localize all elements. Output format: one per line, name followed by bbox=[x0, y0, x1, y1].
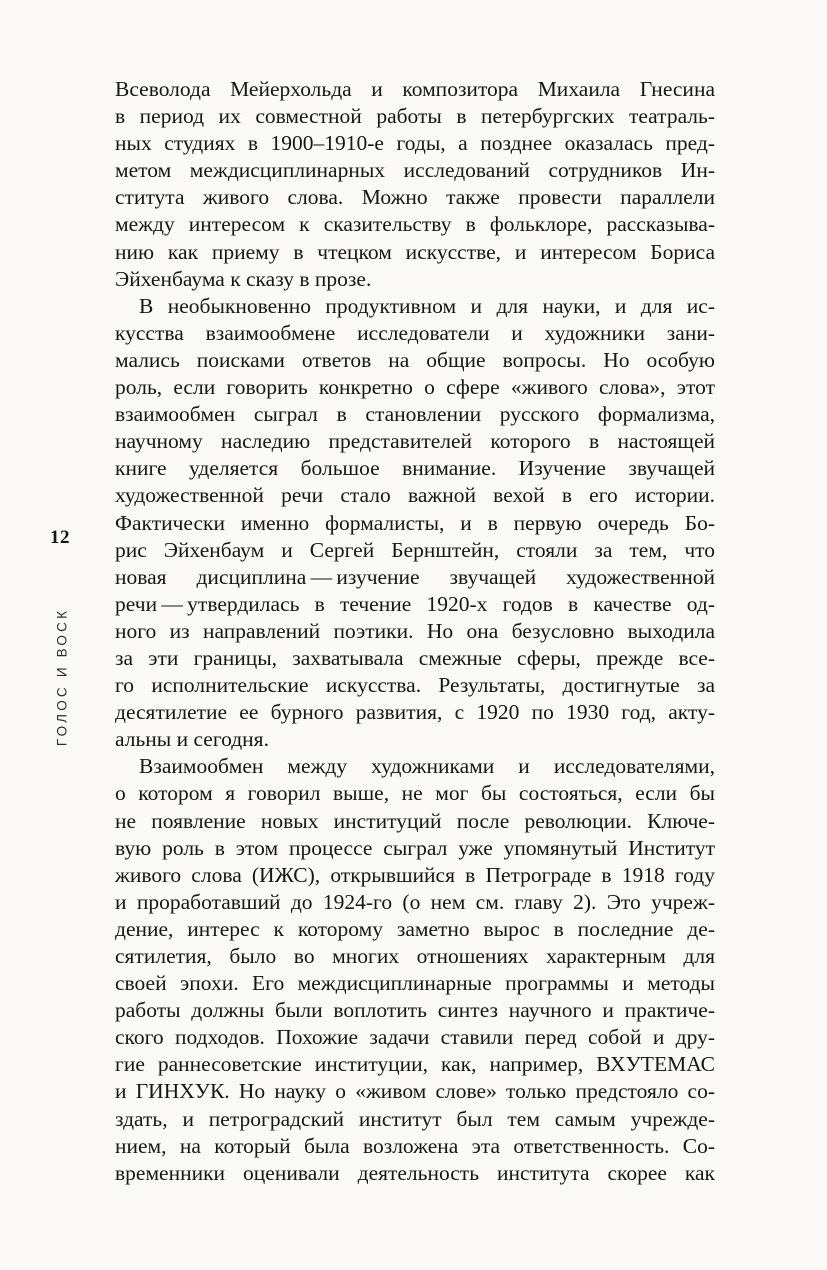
text-line: живого слова (ИЖС), открывшийся в Петрограде в 1918 году bbox=[115, 862, 715, 887]
text-line: гие раннесоветские институции, как, например, ВХУТЕМАС bbox=[115, 1052, 715, 1077]
text-line: здать, и петроградский институт был тем самым учрежде- bbox=[115, 1106, 715, 1131]
text-line: ных студиях в 1900–1910-е годы, а позднее оказалась пред- bbox=[115, 131, 715, 156]
text-line: Фактически именно формалисты, и в первую очередь Бо- bbox=[115, 510, 715, 535]
text-line: работы должны были воплотить синтез научного и практиче- bbox=[115, 998, 715, 1023]
page-number: 12 bbox=[50, 527, 70, 548]
text-line: роль, если говорить конкретно о сфере «живого слова», этот bbox=[115, 375, 715, 400]
text-line: научному наследию представителей которого в настоящей bbox=[115, 429, 715, 454]
text-line: кусства взаимообмене исследователи и художники зани- bbox=[115, 320, 715, 345]
text-line: Всеволода Мейерхольда и композитора Михаила Гнесина bbox=[115, 77, 715, 101]
body-text bbox=[115, 76, 715, 1187]
paragraph bbox=[115, 76, 715, 293]
text-line: метом междисциплинарных исследований сотрудников Ин- bbox=[115, 158, 715, 183]
text-line: не появление новых институций после революции. Ключе- bbox=[115, 808, 715, 833]
text-line: о котором я говорил выше, не мог бы состояться, если бы bbox=[115, 781, 715, 806]
running-title: ГОЛОС И ВОСК bbox=[54, 607, 70, 747]
text-line: Эйхенбаума к сказу в прозе. bbox=[115, 266, 372, 291]
text-line: ного из направлений поэтики. Но она безусловно выходила bbox=[115, 618, 715, 643]
text-line: нию как приему в чтецком искусстве, и интересом Бориса bbox=[115, 239, 715, 264]
text-line: Взаимообмен между художниками и исследователями, bbox=[139, 754, 715, 779]
text-line: альны и сегодня. bbox=[115, 727, 269, 752]
text-line: нием, на который была возложена эта ответственность. Со- bbox=[115, 1133, 715, 1158]
text-line: сятилетия, было во многих отношениях характерным для bbox=[115, 944, 715, 968]
text-line: своей эпохи. Его междисциплинарные программы и методы bbox=[115, 971, 715, 996]
text-line: мались поисками ответов на общие вопросы. Но особую bbox=[115, 347, 715, 372]
text-line: вую роль в этом процессе сыграл уже упомянутый Институт bbox=[115, 835, 715, 860]
text-line: в период их совместной работы в петербургских театраль- bbox=[115, 104, 715, 129]
text-line: взаимообмен сыграл в становлении русского формализма, bbox=[115, 402, 715, 427]
text-line: ского подходов. Похожие задачи ставили перед собой и дру- bbox=[115, 1025, 715, 1050]
text-line: и проработавший до 1924-го (о нем см. главу 2). Это учреж- bbox=[115, 889, 715, 914]
text-line: за эти границы, захватывала смежные сферы, прежде все- bbox=[115, 645, 715, 670]
text-line: В необыкновенно продуктивном и для науки, и для ис- bbox=[139, 293, 715, 318]
text-line: временники оценивали деятельность института скорее как bbox=[115, 1160, 715, 1185]
text-line: и ГИНХУК. Но науку о «живом слове» только предстояло со- bbox=[115, 1079, 715, 1104]
paragraph bbox=[115, 293, 715, 754]
text-line: речи — утвердилась в течение 1920-х годов в качестве од- bbox=[115, 591, 715, 616]
text-line: между интересом к сказительству в фольклоре, рассказыва- bbox=[115, 212, 715, 237]
text-line: новая дисциплина — изучение звучащей художественной bbox=[115, 564, 715, 589]
text-line: дение, интерес к которому заметно вырос в последние де- bbox=[115, 916, 715, 941]
text-line: ститута живого слова. Можно также провести параллели bbox=[115, 185, 715, 210]
text-line: рис Эйхенбаум и Сергей Бернштейн, стояли за тем, что bbox=[115, 537, 715, 562]
text-line: книге уделяется большое внимание. Изучение звучащей bbox=[115, 456, 715, 481]
text-line: десятилетие ее бурного развития, с 1920 по 1930 год, акту- bbox=[115, 700, 715, 725]
text-line: го исполнительские искусства. Результаты, достигнутые за bbox=[115, 673, 715, 698]
text-line: художественной речи стало важной вехой в его истории. bbox=[115, 483, 715, 508]
paragraph bbox=[115, 753, 715, 1187]
